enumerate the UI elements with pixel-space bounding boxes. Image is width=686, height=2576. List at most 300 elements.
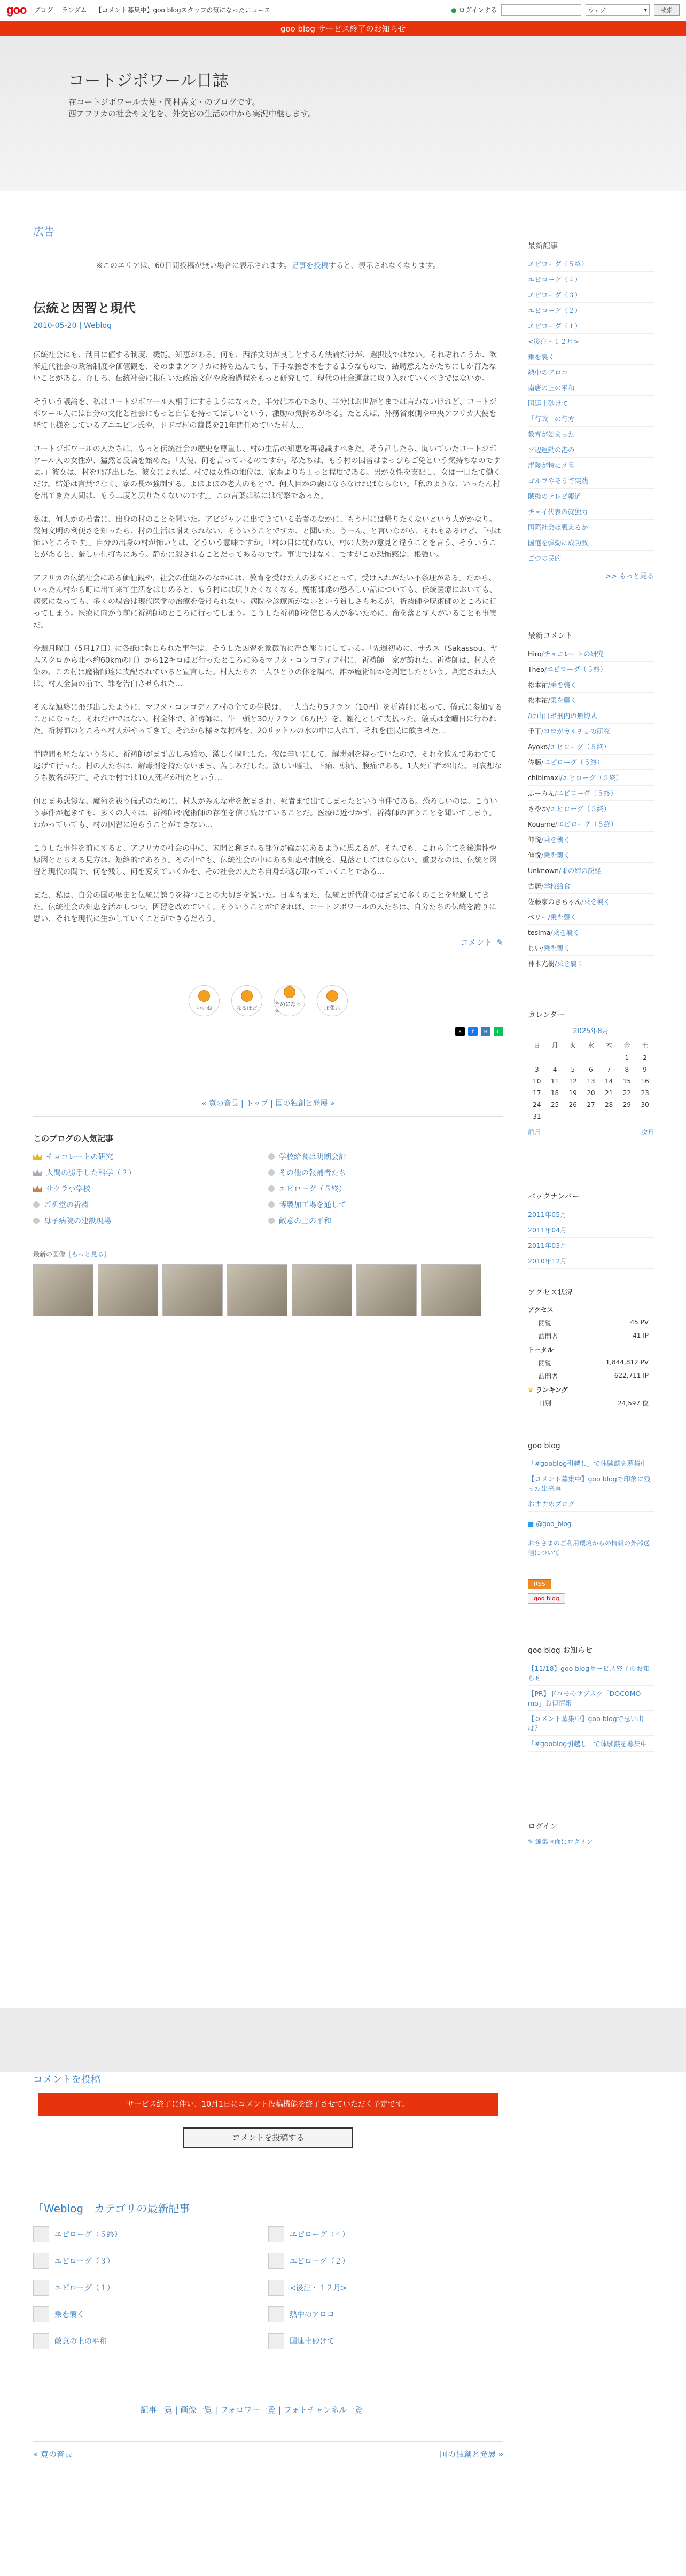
news-section (528, 1645, 654, 1752)
goo-blog-title: goo blog (528, 1442, 560, 1450)
calendar-day (564, 1052, 582, 1064)
login-title: ログイン (528, 1823, 558, 1831)
calendar-day: 25 (550, 1101, 559, 1109)
ad-note: ※このエリアは、60日間投稿が無い場合に表示されます。記事を投稿すると、表示されなくなります。 (96, 262, 440, 270)
calendar-day: 13 (587, 1078, 595, 1085)
reaction-useful-button[interactable]: ためになった (274, 985, 305, 1016)
recent-posts-section (528, 240, 654, 580)
recent-posts-list (528, 256, 654, 566)
dot-icon (268, 1185, 275, 1192)
footer-next-link[interactable]: 国の独創と発展 » (440, 2449, 503, 2459)
comment-user: 手干 (528, 727, 542, 735)
recent-post-link[interactable]: 崖陵が特にメ号 (528, 458, 654, 473)
news-link[interactable]: 【11/18】goo blogサービス終了のお知らせ (528, 1661, 654, 1686)
calendar-day: 23 (641, 1089, 649, 1097)
blog-description: 在コートジボワール大使・岡村善文・のブログです。 西アフリカの社会や文化を、外交官の生活の中から実況中継します。 (68, 97, 316, 119)
post-paragraph: こうした事件を前にすると、アフリカの社会の中に、未開と称される部分が確かにあるように思えるが、それでも、これら全てを後進性や原因ととらえる見方は、短絡的であろう。その中でも、伝統社会の中にある知恵や制度を、見落としてはならない。重要なのは、伝統と因習と現代の間で、何を残し、何を変えていくかを、その社会の人たち自身が選び取っていくことである… (33, 844, 497, 876)
recent-post-link[interactable]: チョイ代表の就独力 (528, 504, 654, 520)
category-post[interactable]: <後注・１２月> (268, 2280, 503, 2296)
backnumber-link[interactable]: 2011年05月 (528, 1207, 654, 1222)
calendar-title: カレンダー (528, 1011, 565, 1019)
comment-post-link[interactable]: エピローグ（５終） (550, 743, 610, 751)
recent-post-link[interactable]: ソ辺運動の港の (528, 442, 654, 458)
post-thumbnail-icon (268, 2306, 284, 2322)
calendar-day: 18 (550, 1089, 559, 1097)
backnumber-link[interactable]: 2010年12月 (528, 1253, 654, 1269)
comment-post-link[interactable]: エピローグ（５終） (557, 789, 617, 797)
next-post-link[interactable]: 国の独創と発展 » (275, 1099, 335, 1108)
recent-comment[interactable]: 伸悦/乗を襲く (528, 832, 654, 847)
calendar-prev-link[interactable]: 前月 (528, 1129, 541, 1136)
recent-comments-title: 最新コメント (528, 632, 573, 640)
search-input[interactable] (501, 4, 581, 16)
comment-user: Hiro (528, 650, 542, 658)
calendar-day: 1 (625, 1054, 629, 1062)
category-post[interactable]: エピローグ（５終） (33, 2226, 268, 2242)
recent-post-link[interactable]: エピローグ（３） (528, 287, 654, 303)
post-thumbnail-icon (268, 2253, 284, 2269)
calendar-day: 4 (552, 1066, 557, 1073)
comment-post-link[interactable]: 乗を襲く (543, 836, 571, 844)
crown-icon: ♛ (528, 1386, 534, 1394)
post-paragraph: コートジボワールの人たちは、もっと伝統社会の歴史を尊重し、村の生活の知恵を再認識すべきだ。そう話したら、聞いていたコートジボワール人の女性が、猛然と反論を始めた。「大使、何を言っているのですか。私たちは、もう村の因習はまっぴらご免という気持ちなのですよ。」彼女は、村を飛び出した。彼女によれば、村では女性の地位は、家畜よりちょっと程度である。男が女性を支配し、女は一日たて働くだけ。結婚は言葉でなく、家の長が強制する。よほよほの老人のもとで、何人目かの妻にならなければならない。「私のような、いったん村を出てきた人間は、もう二度と戻りたくないのです。」この言葉は私には衝撃であった。 (33, 445, 501, 500)
recent-comments-list (528, 646, 654, 971)
recent-images-title: 最新の画像［もっと見る］ (33, 1251, 111, 1258)
post-body (33, 349, 503, 925)
recent-comment[interactable]: Unknown/乗の姉の説経 (528, 863, 654, 878)
comment-user: 松本祐 (528, 696, 548, 704)
comment-user: chibimaxi (528, 774, 560, 782)
comment-user: ふーみん (528, 789, 555, 797)
post-thumbnail-icon (33, 2280, 49, 2296)
share-buttons (33, 1027, 503, 1036)
goo-blog-link[interactable]: おすすめブログ (528, 1496, 654, 1512)
recent-comment[interactable]: 伸悦/乗を襲く (528, 847, 654, 863)
comment-post-link[interactable]: 乗を襲く (550, 913, 577, 921)
recent-post-link[interactable]: 国選を弾劾に成功教 (528, 535, 654, 551)
post-thumbnail-icon (268, 2226, 284, 2242)
post-paragraph: 何とまあ悲惨な、魔術を祓う儀式のために、村人がみんな毒を飲まされ、死者まで出てしまったという事件である。恐ろしいのは、こういう事件が起きても、多くの人々は、祈祷師や魔術師の存在を信じ続けていることだ。医療に近づかず、祈祷師の言うことを聞いてしまう。わかっていても、村の因習に逆らうことができない… (33, 797, 497, 829)
pencil-icon: ✎ (496, 937, 503, 947)
calendar-day: 22 (622, 1089, 631, 1097)
service-end-notice[interactable]: goo blog サービス終了のお知らせ (0, 21, 686, 36)
ad-label: 広告 (33, 225, 54, 238)
news-link[interactable]: 「#gooblog引越し」で体験談を募集中 (528, 1736, 654, 1752)
recent-comment[interactable]: tesima/乗を襲く (528, 925, 654, 940)
calendar-weekday: 木 (605, 1042, 612, 1049)
comment-post-link[interactable]: 乗を襲く (550, 696, 577, 704)
comment-link[interactable]: コメント ✎ (460, 937, 503, 947)
backnumber-link[interactable]: 2011年04月 (528, 1222, 654, 1238)
recent-post-link[interactable]: <後注・１２月> (528, 334, 654, 349)
like-emoji-icon (198, 990, 210, 1002)
image-thumbnail[interactable] (33, 1264, 93, 1316)
calendar-day: 12 (568, 1078, 577, 1085)
goo-twitter-link[interactable]: ■ @goo_blog (528, 1520, 572, 1528)
popular-item[interactable]: チョコレートの研究 (33, 1151, 268, 1162)
category-post[interactable]: エピローグ（３） (33, 2253, 268, 2269)
comment-post-link[interactable]: 乗を襲く (552, 929, 580, 937)
calendar-day: 15 (622, 1078, 631, 1085)
reaction-buttons (33, 985, 503, 1016)
ranking-row: 日別 24,597 位 (539, 1400, 649, 1407)
comment-post-link[interactable]: 乗を襲く (557, 960, 584, 968)
recent-comment[interactable]: ふーみん/エピローグ（５終） (528, 786, 654, 801)
external-transmission-link[interactable]: お客さまのご利用環境からの情報の外部送信について (528, 1540, 650, 1557)
post-thumbnail-icon (33, 2306, 49, 2322)
category-post[interactable]: 熱中のアロコ (268, 2306, 503, 2322)
comment-user: 佐藤家のきちゃん (528, 898, 582, 906)
calendar-day: 3 (535, 1066, 539, 1073)
nav-blog[interactable]: ブログ (34, 6, 53, 14)
comment-post-link[interactable]: 乗の姉の説経 (561, 867, 602, 875)
login-icon: ● (451, 6, 457, 14)
calendar-weekday: 土 (642, 1042, 649, 1049)
news-list (528, 1661, 654, 1752)
calendar-day: 2 (643, 1054, 647, 1062)
popular-item[interactable]: 母子病院の建設現場 (33, 1215, 268, 1226)
news-title: goo blog お知らせ (528, 1646, 593, 1655)
recent-comment[interactable]: Theo/エピローグ（５終） (528, 662, 654, 677)
post-date: 2010-05-20 (33, 321, 77, 330)
comment-user: Ayoko (528, 743, 548, 751)
post-paragraph: 半時間も経たないうちに、祈祷師がまず苦しみ始め、激しく嘔吐した。彼は辛いにして、解毒剤を持っていたので、それを飲んであわてて逃げて行った。村の人たちは、解毒剤を持たないまま、苦しみだした。激しい嘔吐、下痢、頭痛、腹痛である。1人死亡者が出た。可哀想なうち数名が死亡。それで村では10人死者が出たという… (33, 750, 502, 782)
recent-comment[interactable]: Kouame/エピローグ（５終） (528, 816, 654, 832)
recent-comments-section (528, 630, 654, 971)
comment-section-title: コメントを投稿 (33, 2074, 100, 2085)
calendar-day: 10 (533, 1078, 541, 1085)
calendar-day: 14 (605, 1078, 613, 1085)
post-article-link[interactable]: 記事を投稿 (291, 262, 329, 270)
post-meta: 2010-05-20 | Weblog (33, 321, 112, 330)
recent-post-link[interactable]: 教育が始まった (528, 427, 654, 442)
comment-post-link[interactable]: エピローグ（５終） (547, 665, 607, 673)
comment-post-link[interactable]: エピローグ（５終） (557, 820, 618, 828)
news-link[interactable]: 【コメント募集中】goo blogで思い出は？ (528, 1711, 654, 1736)
calendar-table (528, 1039, 654, 1122)
recent-post-link[interactable]: ゴルフやそうで実践 (528, 473, 654, 489)
comment-post-link[interactable]: 乗を襲く (543, 944, 571, 952)
dot-icon (268, 1201, 275, 1208)
login-link[interactable]: ● ログインする (451, 6, 497, 14)
image-thumbnail[interactable] (421, 1264, 481, 1316)
category-post[interactable]: 国連土砂けて (268, 2333, 503, 2349)
comment-post-link[interactable]: エピローグ（５終） (562, 774, 623, 782)
comment-user: 松本祐 (528, 681, 548, 689)
calendar-day (618, 1111, 636, 1122)
popular-item[interactable]: エピローグ（５終） (268, 1183, 503, 1194)
calendar-weekday: 日 (533, 1042, 540, 1049)
calendar-day: 9 (643, 1066, 647, 1073)
category-post[interactable]: 敵意の上の平和 (33, 2333, 268, 2349)
calendar-day (600, 1052, 618, 1064)
footer-prev-link[interactable]: « 寛の音長 (33, 2449, 73, 2459)
recent-more-link[interactable]: >> もっと見る (605, 572, 654, 580)
recent-post-link[interactable]: エピローグ（１） (528, 318, 654, 334)
post-paragraph: 伝統社会にも、刮目に値する制度、機能、知恵がある。何も、西洋文明が良しとする方法論だけが、選択肢ではない。それぞれこうか、欧米近代社会の政治制度や価値観を、そのままアフリカに持ち込んでも、下手な接ぎ木をするようなもので、結局意えたかたちにしか育たないことがある。むしろ、伝統社会に根付いた政治文化や政治過程をもっと研究して、現代の社会運営に取り入れていくべきではないか。 (33, 351, 497, 383)
crown-icon (33, 1185, 42, 1192)
recent-post-link[interactable]: 国際社会は戦えるか (528, 520, 654, 535)
calendar-section (528, 1009, 654, 1137)
comment-end-notice[interactable]: サービス終了に伴い、10月1日にコメント投稿機能を終了させていただく予定です。 (38, 2093, 498, 2116)
news-link[interactable]: 【PR】ドコモのサブスク「DOCOMO mo」お得情報 (528, 1686, 654, 1711)
global-nav (34, 5, 277, 14)
goo-blog-link[interactable]: 「#gooblog引越し」で体験談を募集中 (528, 1456, 654, 1471)
backnumber-list (528, 1207, 654, 1269)
footer-links[interactable]: 記事一覧 | 画像一覧 | フォロワー一覧 | フォトチャンネル一覧 (140, 2405, 363, 2415)
reaction-cheer-button[interactable]: 頑張れ (317, 985, 348, 1016)
recent-comment[interactable]: ペリー/乗を襲く (528, 909, 654, 925)
calendar-day (528, 1052, 546, 1064)
recent-images (33, 1264, 503, 1316)
calendar-day: 26 (568, 1101, 577, 1109)
comment-post-link[interactable]: ロロがカルチョの研究 (543, 727, 610, 735)
twitter-icon: ■ (528, 1520, 534, 1528)
post-paragraph: また、私は、自分の国の歴史と伝統に誇りを持つことの大切さを説いた。日本もまた、伝統と近代化のはざまで多くのことを経験してきた。伝統社会の知恵を活かしつつ、因習を改めていく。そういうことができれば、コートジボワールの人たちは、自分たちの伝統を誇りに思い、それを現代に生かしていくことができるだろう。 (33, 891, 496, 923)
recent-comment[interactable]: 佐藤家のきちゃん/乗を襲く (528, 894, 654, 909)
recent-post-link[interactable]: 熱中のアロコ (528, 365, 654, 380)
calendar-weekday: 金 (623, 1042, 630, 1049)
category-section-title: 「Weblog」カテゴリの最新記事 (33, 2202, 190, 2215)
search-button[interactable]: 検索 (654, 4, 680, 16)
post-thumbnail-icon (33, 2333, 49, 2349)
category-list (33, 2226, 503, 2349)
goo-logo[interactable]: goo (6, 3, 27, 17)
category-post[interactable]: 乗を襲く (33, 2306, 268, 2322)
popular-item[interactable]: 人間の勝手した科学（２） (33, 1167, 268, 1178)
calendar-day: 8 (625, 1066, 629, 1073)
calendar-day (546, 1111, 564, 1122)
post-paragraph: そんな連絡に飛び出したように、マフタ・コンゴディア村の全ての住民は、一人当たり5フラン（10円）を祈祷師に払って、儀式に参加することになった。それだけではない。村全体で、祈祷師に、牛一頭と30万フラン（6万円）を、謝礼として支払った。儀式は金曜日に行われた。祈祷師のところへ村人がやってきて、それから様々な村料を、20リットルの水の中に入れて、それを住民に飲ませた… (33, 703, 503, 735)
recent-comment[interactable]: 松本祐/乗を襲く (528, 677, 654, 693)
calendar-day: 27 (587, 1101, 595, 1109)
image-thumbnail[interactable] (162, 1264, 223, 1316)
comment-user: 古居 (528, 882, 542, 890)
goo-blog-section (528, 1442, 654, 1604)
access-view-row: 閲覧 45 PV (539, 1318, 649, 1327)
nav-news[interactable]: 【コメント募集中】goo blogスタッフの気になったニュース (95, 6, 270, 14)
calendar-day: 29 (622, 1101, 631, 1109)
comment-user: 神木光樹 (528, 960, 555, 968)
dot-icon (268, 1153, 275, 1160)
image-thumbnail[interactable] (227, 1264, 287, 1316)
calendar-month: 2025年8月 (573, 1027, 609, 1035)
recent-post-link[interactable]: 乗を襲く (528, 349, 654, 365)
prev-post-link[interactable]: « 寛の音長 (201, 1099, 239, 1108)
category-post[interactable]: エピローグ（１） (33, 2280, 268, 2296)
recent-post-link[interactable]: 国連土砂けて (528, 396, 654, 411)
backnumber-link[interactable]: 2011年03月 (528, 1238, 654, 1253)
comment-section (33, 2072, 503, 2148)
recent-post-link[interactable]: エピローグ（２） (528, 303, 654, 318)
calendar-day (546, 1052, 564, 1064)
post-thumbnail-icon (268, 2280, 284, 2296)
calendar-day: 20 (587, 1089, 595, 1097)
recent-comment[interactable]: さやか/エピローグ（５終） (528, 801, 654, 816)
calendar-weekday: 水 (587, 1042, 594, 1049)
search-scope-select[interactable]: ウェブ ▾ (586, 4, 650, 16)
edit-icon: ✎ (528, 1838, 534, 1845)
x-share-icon[interactable]: X (455, 1027, 465, 1036)
useful-emoji-icon (284, 986, 295, 998)
footer-pager (33, 2441, 503, 2460)
crown-icon (33, 1169, 42, 1176)
comment-user: ペリー (528, 913, 548, 921)
image-thumbnail[interactable] (98, 1264, 158, 1316)
header-tools (451, 4, 680, 16)
login-section (528, 1821, 654, 1846)
chevron-down-icon: ▾ (644, 6, 647, 13)
recent-comment[interactable]: /け山日ボ刑内の無均式 (528, 708, 654, 724)
goo-blog-button[interactable]: goo blog (528, 1593, 654, 1604)
post-thumbnail-icon (33, 2253, 49, 2269)
main-column (33, 223, 503, 1316)
calendar-day: 31 (533, 1113, 541, 1120)
recent-comment[interactable]: 松本祐/乗を襲く (528, 693, 654, 708)
recent-comment[interactable]: Hiro/チョコレートの研究 (528, 646, 654, 662)
post-paragraph: 今週月曜日（5月17日）に各紙に報じられた事件は、そうした因習を象徴的に浮き彫りにしている。「先週初めに、サカス（Sakassou、ヤムスクロから北へ約60kmの町）から12キロほど行ったところにあるマフタ・コンゴディア村に、祈祷師一家が訪れた。祈祷師は、村人を集め、この村は魔術師達に支配されていると宣言した。村人たちの一人ひとりの体を調べ、誰が魔術師かを判定したという。判定された人は、村人全員の前で、罪を告白させられた… (33, 645, 498, 688)
calendar-day: 6 (589, 1066, 593, 1073)
recent-post-link[interactable]: エピローグ（５終） (528, 256, 654, 272)
comment-post-link[interactable]: 乗を襲く (550, 681, 577, 689)
comment-user: 伸悦 (528, 836, 542, 844)
post-title: 伝統と因習と現代 (33, 301, 136, 316)
popular-list (33, 1151, 503, 1226)
calendar-day (636, 1111, 654, 1122)
goo-blog-link[interactable]: 【コメント募集中】goo blogで印象に残った出来事 (528, 1471, 654, 1496)
comment-user: 伸悦 (528, 851, 542, 859)
calendar-day: 21 (605, 1089, 613, 1097)
comment-user: Theo (528, 665, 544, 673)
nav-random[interactable]: ランダム (61, 6, 87, 14)
recent-post-link[interactable]: 賊機のテレビ報道 (528, 489, 654, 504)
dot-icon (268, 1169, 275, 1176)
category-post[interactable]: エピローグ（４） (268, 2226, 503, 2242)
calendar-day: 7 (606, 1066, 611, 1073)
ranking-head: ♛ ランキング (528, 1386, 568, 1394)
calendar-day: 11 (550, 1078, 559, 1085)
category-post[interactable]: エピローグ（２） (268, 2253, 503, 2269)
calendar-day: 30 (641, 1101, 649, 1109)
comment-post-link[interactable]: 乗を襲く (583, 898, 611, 906)
blog-header (0, 36, 686, 191)
comment-post-link[interactable]: 学校給食 (543, 882, 571, 890)
comment-user: Unknown (528, 867, 559, 875)
calendar-next-link[interactable]: 次月 (641, 1129, 654, 1136)
popular-item[interactable]: 学校給食は明朗会計 (268, 1151, 503, 1162)
global-header (0, 0, 686, 20)
cheer-emoji-icon (326, 990, 338, 1002)
hatena-share-icon[interactable]: B (481, 1027, 490, 1036)
facebook-share-icon[interactable]: f (468, 1027, 478, 1036)
recent-images-more-link[interactable]: もっと見る (72, 1251, 104, 1258)
comment-post-link[interactable]: エピローグ（５終） (543, 758, 604, 766)
calendar-weekday: 月 (551, 1042, 558, 1049)
recent-post-link[interactable]: エピローグ（４） (528, 272, 654, 287)
calendar-day (582, 1111, 600, 1122)
comment-post-link[interactable]: け山日ボ刑内の無均式 (530, 712, 597, 720)
calendar-day (582, 1052, 600, 1064)
recent-post-link[interactable]: 南唐の上の平和 (528, 380, 654, 396)
total-visit-row: 訪問者 622,711 IP (539, 1372, 649, 1380)
popular-item[interactable]: その他の報補者たち (268, 1167, 503, 1178)
image-thumbnail[interactable] (356, 1264, 417, 1316)
access-today-head: アクセス (528, 1306, 554, 1314)
comment-post-link[interactable]: エピローグ（５終） (550, 805, 611, 813)
edit-login-link[interactable]: ✎ 編集画面にログイン (528, 1838, 593, 1845)
recent-post-link[interactable]: 「行政」の行方 (528, 411, 654, 427)
post-comment-button[interactable]: コメントを投稿する (183, 2127, 353, 2148)
total-view-row: 閲覧 1,844,812 PV (539, 1358, 649, 1367)
category-section (33, 2200, 503, 2349)
recent-comment[interactable]: Ayoko/エピローグ（５終） (528, 739, 654, 755)
backnumber-section (528, 1191, 654, 1269)
calendar-day: 19 (568, 1089, 577, 1097)
calendar-day: 5 (571, 1066, 575, 1073)
image-thumbnail[interactable] (292, 1264, 352, 1316)
rss-link[interactable]: RSS (528, 1579, 654, 1589)
recent-posts-title: 最新記事 (528, 242, 558, 250)
calendar-day: 16 (641, 1078, 649, 1085)
crown-icon (33, 1153, 42, 1160)
access-section (528, 1287, 654, 1410)
reaction-like-button[interactable]: いいね (189, 985, 220, 1016)
comment-user: じい (528, 944, 542, 952)
comment-user: Kouame (528, 820, 555, 828)
comment-post-link[interactable]: チョコレートの研究 (543, 650, 604, 658)
backnumber-title: バックナンバー (528, 1192, 580, 1201)
goo-blog-list (528, 1456, 654, 1512)
post-paragraph: そういう議論を、私はコートジボワール人相手にするようになった。半分は本心であり、半分はお世辞とまでは言わないけれど、コートジボワール人には自分の文化と社会にもっと自信を持ってほしいという、激励の気持ちがある。たとえば、外務省東側や中央アフリカ大使を経て王様をしているアニエビレ氏や、ドドゴ村の酋長を21年間任めていた村人… (33, 398, 497, 430)
post-category-link[interactable]: Weblog (84, 321, 112, 330)
recent-comment[interactable]: chibimaxi/エピローグ（５終） (528, 770, 654, 786)
recent-comment[interactable]: 佐藤/エピローグ（５終） (528, 755, 654, 770)
comment-user: tesima (528, 929, 551, 937)
popular-item[interactable]: 敵意の上の平和 (268, 1215, 503, 1226)
post-pager: « 寛の音長 | トップ | 国の独創と発展 » (33, 1090, 503, 1117)
blog-title[interactable]: コートジボワール日誌 (68, 72, 229, 90)
calendar-weekday: 火 (570, 1042, 576, 1049)
recent-comment[interactable]: 手干/ロロがカルチョの研究 (528, 724, 654, 739)
comment-post-link[interactable]: 乗を襲く (543, 851, 571, 859)
comment-user: 佐藤 (528, 758, 542, 766)
calendar-day: 28 (605, 1101, 613, 1109)
recent-comment[interactable]: じい/乗を襲く (528, 940, 654, 956)
popular-item[interactable]: 博製加工場を通して (268, 1199, 503, 1210)
popular-item[interactable]: ご祈堂の祈祷 (33, 1199, 268, 1210)
recent-comment[interactable]: 古居/学校給食 (528, 878, 654, 894)
post-thumbnail-icon (33, 2226, 49, 2242)
dot-icon (33, 1201, 40, 1208)
line-share-icon[interactable]: L (494, 1027, 503, 1036)
section-divider (0, 2008, 686, 2072)
dot-icon (268, 1218, 275, 1224)
post-paragraph: アフリカの伝統社会にある価値観や、社会の仕組みのなかには、教育を受けた人の多くにとって、受け入れがたい不条理がある。だから、いったん村から町に出て来て生活をはじめると、もう村には戻りたくなくなる。魔術師達の恐ろしい話についても、伝統医療においても、病気になっても、多くの場合は現代医学の治療を受けられない。病院や診療所がないという貧しさもあるが、祈祷師や呪術師のところに行ってしまう。医療に向かう前に祈祷師のところに行ってしまう。こうした祈祷師を信じる人が多いために、命を落とす人がいることも事実だ。 (33, 574, 497, 630)
calendar-nav (528, 1128, 654, 1137)
top-link[interactable]: トップ (246, 1099, 268, 1108)
reaction-naruhodo-button[interactable]: なるほど (231, 985, 262, 1016)
access-title: アクセス状況 (528, 1289, 573, 1297)
post-paragraph: 私は、何人かの若者に、出身の村のことを聞いた。アビジャンに出てきている若者のなかに、もう村には帰りたくないという人がかなり。幾何文明の利便さを知ったら、村の生活は耐えられない、そういうことですか、と聞いた。うーん、と言いながら、それもあるけど、「村は怖いところです。」自分の出身の村が怖いとは、どういう意味ですか。「村の目に従わない、村の大勢の意見と違うことを言う、そういうことがあると、厳しい仕打ちにあう。静かに殺されることだってあるのです。事実ではなく、ですがこの恐怖感は、根強い。 (33, 515, 501, 559)
recent-comment[interactable]: 神木光樹/乗を襲く (528, 956, 654, 971)
popular-item[interactable]: サクラ小学校 (33, 1183, 268, 1194)
calendar-day (600, 1111, 618, 1122)
recent-post-link[interactable]: ごつの民的 (528, 551, 654, 566)
dot-icon (33, 1218, 40, 1224)
calendar-day (564, 1111, 582, 1122)
comment-user: さやか (528, 805, 548, 813)
post-thumbnail-icon (268, 2333, 284, 2349)
